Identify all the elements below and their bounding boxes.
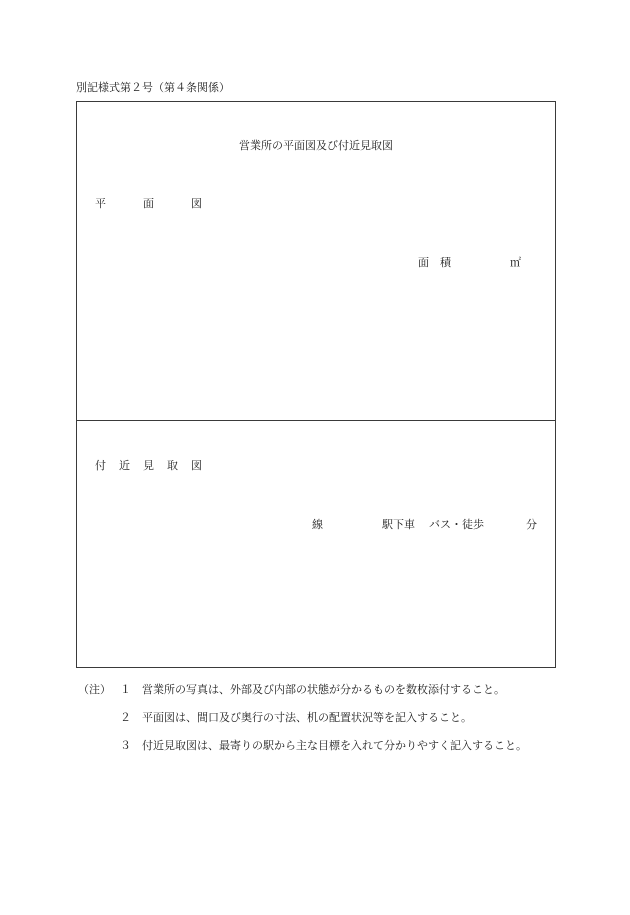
area-label-char: 積 bbox=[440, 256, 451, 269]
vicinity-label-char: 取 bbox=[167, 459, 178, 472]
floor-plan-label-char: 平 bbox=[95, 197, 106, 210]
minutes-label: 分 bbox=[526, 518, 537, 531]
notes-prefix: （注） bbox=[78, 683, 111, 696]
station-label: 駅下車 bbox=[382, 518, 415, 531]
note-number: ２ bbox=[120, 711, 131, 724]
note-text: 平面図は、間口及び奥行の寸法、机の配置状況等を記入すること。 bbox=[142, 711, 472, 724]
note-number: ３ bbox=[120, 739, 131, 752]
bus-walk-label: バス・徒歩 bbox=[429, 518, 484, 531]
form-box bbox=[76, 101, 556, 668]
area-label-char: 面 bbox=[418, 256, 429, 269]
vicinity-label-char: 付 bbox=[95, 459, 106, 472]
vicinity-map-label bbox=[95, 459, 202, 472]
railway-line-label: 線 bbox=[312, 518, 323, 531]
vicinity-label-char: 近 bbox=[119, 459, 130, 472]
vicinity-label-char: 見 bbox=[143, 459, 154, 472]
vicinity-label-char: 図 bbox=[191, 459, 202, 472]
document-title: 営業所の平面図及び付近見取図 bbox=[239, 139, 393, 152]
section-divider bbox=[77, 420, 555, 421]
form-number: 別記様式第２号（第４条関係） bbox=[76, 81, 230, 94]
floor-plan-label-char: 面 bbox=[143, 197, 154, 210]
note-number: １ bbox=[120, 683, 131, 696]
area-unit: ㎡ bbox=[510, 256, 521, 269]
area-label bbox=[418, 256, 451, 269]
floor-plan-label-char: 図 bbox=[191, 197, 202, 210]
note-text: 営業所の写真は、外部及び内部の状態が分かるものを数枚添付すること。 bbox=[142, 683, 505, 696]
floor-plan-label bbox=[95, 197, 202, 210]
note-text: 付近見取図は、最寄りの駅から主な目標を入れて分かりやすく記入すること。 bbox=[142, 739, 527, 752]
